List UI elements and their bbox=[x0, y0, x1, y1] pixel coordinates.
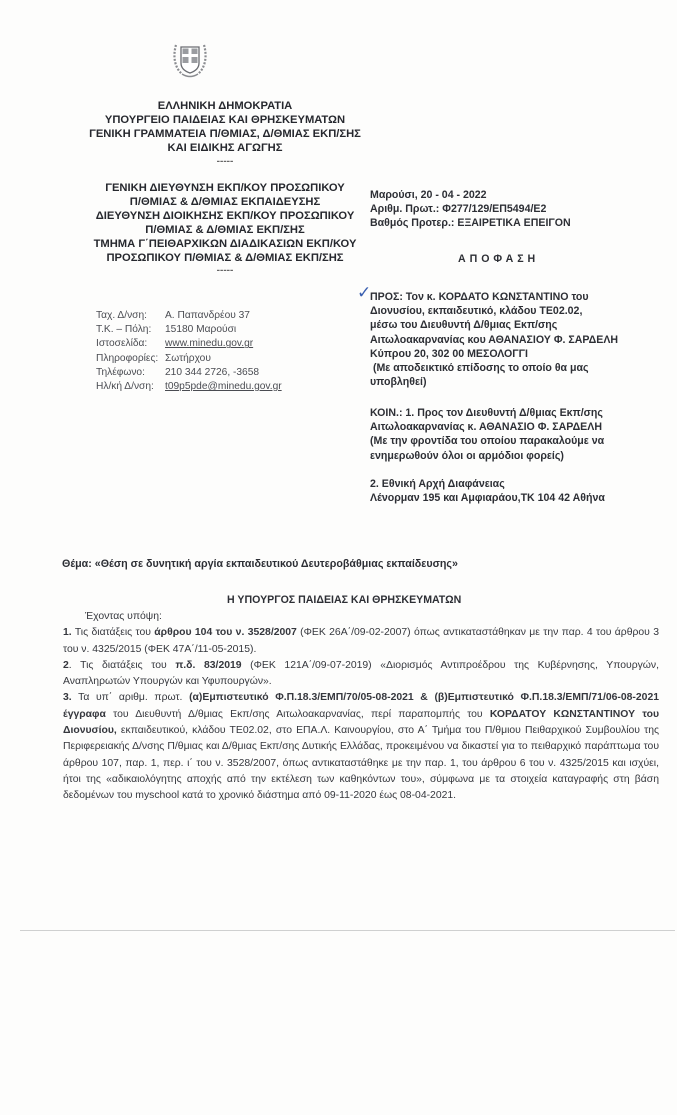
recipient-line: υποβληθεί) bbox=[370, 376, 427, 389]
subject-line: Θέμα: «Θέση σε δυνητική αργία εκπαιδευτικού Δευτεροβάθμιας εκπαίδευσης» bbox=[62, 558, 458, 570]
recipient-line: μέσω του Διευθυντή Δ/θμιας Εκπ/σης bbox=[370, 319, 558, 332]
department-line: ΠΡΟΣΩΠΙΚΟΥ Π/ΘΜΙΑΣ & Δ/ΘΜΙΑΣ ΕΚΠ/ΣΗΣ bbox=[106, 252, 344, 264]
priority-line: Βαθμός Προτερ.: ΕΞΑΙΡΕΤΙΚΑ ΕΠΕΙΓΟΝ bbox=[370, 217, 571, 230]
department-line: Π/ΘΜΙΑΣ & Δ/ΘΜΙΑΣ ΕΚΠ/ΣΗΣ bbox=[145, 224, 305, 236]
contact-label: Ηλ/κή Δ/νση: bbox=[96, 381, 154, 393]
contact-row bbox=[96, 380, 326, 394]
cc-line: Αιτωλοακαρνανίας κ. ΑΘΑΝΑΣΙΟ Φ. ΣΑΡΔΕΛΗ bbox=[370, 421, 602, 434]
contact-row bbox=[96, 323, 326, 337]
issuing-authority-header bbox=[90, 99, 360, 168]
email-link[interactable]: t09p5pde@minedu.gov.gr bbox=[165, 381, 282, 393]
document-meta bbox=[370, 188, 660, 231]
issuer-title: Η ΥΠΟΥΡΓΟΣ ΠΑΙΔΕΙΑΣ ΚΑΙ ΘΡΗΣΚΕΥΜΑΤΩΝ bbox=[227, 594, 462, 606]
contact-label: Τ.Κ. – Πόλη: bbox=[96, 324, 152, 336]
document-type-title: Α Π Ο Φ Α Σ Η bbox=[458, 253, 536, 265]
protocol-number: Αριθμ. Πρωτ.: Φ277/129/ΕΠ5494/Ε2 bbox=[370, 203, 547, 216]
cc-line: Λένορμαν 195 και Αμφιαράου,ΤΚ 104 42 Αθήνα bbox=[370, 492, 605, 505]
contact-value: Α. Παπανδρέου 37 bbox=[165, 310, 250, 321]
header-line: ΥΠΟΥΡΓΕΙΟ ΠΑΙΔΕΙΑΣ ΚΑΙ ΘΡΗΣΚΕΥΜΑΤΩΝ bbox=[104, 114, 346, 126]
contact-row bbox=[96, 309, 326, 323]
contact-value: 15180 Μαρούσι bbox=[165, 324, 237, 336]
cc-line: ενημερωθούν όλοι οι αρμόδιοι φορείς) bbox=[370, 449, 564, 462]
coat-of-arms-icon bbox=[170, 37, 210, 81]
contact-label: Πληροφορίες: bbox=[96, 352, 159, 364]
contact-row bbox=[96, 337, 326, 351]
contact-row bbox=[96, 352, 326, 366]
header-line: ΚΑΙ ΕΙΔΙΚΗΣ ΑΓΩΓΗΣ bbox=[167, 142, 283, 154]
consideration-item-2: 2. Τις διατάξεις του π.δ. 83/2019 (ΦΕΚ 121Α΄/09-07-2019) «Διορισμός Αντιπροέδρου της Κυβέρνησης, Υπουργών, Αναπληρωτών Υπουργών και Υφυπουργών». bbox=[63, 659, 660, 688]
recipient-line: Κύπρου 20, 302 00 ΜΕΣΟΛΟΓΓΙ bbox=[370, 347, 528, 360]
header-line: ΓΕΝΙΚΗ ΓΡΑΜΜΑΤΕΙΑ Π/ΘΜΙΑΣ, Δ/ΘΜΙΑΣ ΕΚΠ/ΣΗΣ bbox=[89, 128, 361, 140]
cc-line: ΚΟΙΝ.: 1. Προς τον Διευθυντή Δ/θμιας Εκπ/σης bbox=[370, 407, 603, 419]
contact-label: Ιστοσελίδα: bbox=[96, 338, 148, 350]
recipient-line: (Με αποδεικτικό επίδοσης το οποίο θα μας bbox=[370, 362, 589, 375]
contact-label: Ταχ. Δ/νση: bbox=[96, 310, 147, 321]
considering-label: Έχοντας υπόψη: bbox=[85, 611, 162, 622]
department-header bbox=[80, 181, 370, 277]
contact-label: Τηλέφωνο: bbox=[96, 366, 145, 378]
date-line: Μαρούσι, 20 - 04 - 2022 bbox=[370, 189, 487, 201]
recipient-line: Αιτωλοακαρνανίας κου ΑΘΑΝΑΣΙΟΥ Φ. ΣΑΡΔΕΛΗ bbox=[370, 333, 619, 346]
contact-info bbox=[96, 309, 326, 394]
department-line: ΤΜΗΜΑ Γ΄ΠΕΙΘΑΡΧΙΚΩΝ ΔΙΑΔΙΚΑΣΙΩΝ ΕΚΠ/ΚΟΥ bbox=[93, 238, 357, 250]
department-line: ΓΕΝΙΚΗ ΔΙΕΥΘΥΝΣΗ ΕΚΠ/ΚΟΥ ΠΡΟΣΩΠΙΚΟΥ bbox=[105, 182, 345, 194]
contact-value: 210 344 2726, -3658 bbox=[165, 366, 260, 378]
recipient-line: Διονυσίου, εκπαιδευτικό, κλάδου ΤΕ02.02, bbox=[370, 305, 583, 318]
separator: ----- bbox=[216, 156, 234, 167]
website-link[interactable]: www.minedu.gov.gr bbox=[165, 338, 254, 350]
cc-line: (Με την φροντίδα του οποίου παρακαλούμε να bbox=[370, 435, 605, 448]
department-line: Π/ΘΜΙΑΣ & Δ/ΘΜΙΑΣ ΕΚΠΑΙΔΕΥΣΗΣ bbox=[129, 196, 321, 208]
recipient-block bbox=[357, 283, 660, 389]
page-fold-line bbox=[20, 930, 675, 931]
consideration-item-1: 1. Τις διατάξεις του άρθρου 104 του ν. 3528/2007 (ΦΕΚ 26Α΄/09-02-2007) όπως αντικαταστάθηκαν με την παρ. 4 του άρθρου 3 του ν. 4325/2015 (ΦΕΚ 47Α΄/11-05-2015). bbox=[63, 627, 659, 655]
cc-line: 2. Εθνική Αρχή Διαφάνειας bbox=[370, 477, 505, 490]
separator: ----- bbox=[216, 265, 234, 276]
header-line: ΕΛΛΗΝΙΚΗ ΔΗΜΟΚΡΑΤΙΑ bbox=[157, 100, 293, 112]
department-line: ΔΙΕΥΘΥΝΣΗ ΔΙΟΙΚΗΣΗΣ ΕΚΠ/ΚΟΥ ΠΡΟΣΩΠΙΚΟΥ bbox=[95, 210, 355, 222]
cc-block bbox=[370, 406, 660, 505]
check-mark-icon: ✓ bbox=[357, 283, 372, 302]
considerations-body bbox=[63, 609, 659, 805]
contact-row bbox=[96, 366, 326, 380]
consideration-item-3: 3. Τα υπ΄ αριθμ. πρωτ. (α)Εμπιστευτικό Φ.Π.18.3/ΕΜΠ/70/05-08-2021 & (β)Εμπιστευτικό Φ.Π.18.3/ΕΜΠ/71/06-08-2021 έγγραφα του Διευθυντή Δ/θμιας Εκπ/σης Αιτωλοακαρνανίας, περί παραπομπής του ΚΟΡΔΑΤΟΥ ΚΩΝΣΤΑΝΤΙΝΟΥ του Διονυσίου, εκπαιδευτικού, κλάδου ΤΕ02.02, στο ΕΠΑ.Λ. Καινουργίου, στο Α΄ Τμήμα του Π/θμιου Πειθαρχικού Συμβουλίου της Περιφερειακής Δ/νσης Π/θμιας και Δ/θμιας Εκπ/σης Δυτικής Ελλάδας, προκειμένου να δικαστεί για το πειθαρχικό παράπτωμα του άρθρου 107, παρ. 1, περ. ι΄ του ν. 3528/2007, όπως αντικαταστάθηκε με την παρ. 1, του άρθρου 6 του ν. 4325/2015 και ισχύει, ήτοι της «αδικαιολόγητης αποχής από την εκτέλεση των καθηκόντων του», σύμφωνα με τα στοιχεία καταγραφής στη βάση δεδομένων του myschool κατά το χρονικό διάστημα από 09-11-2020 έως 08-04-2021. bbox=[63, 692, 659, 802]
recipient-line: ΠΡΟΣ: Τον κ. ΚΟΡΔΑΤΟ ΚΩΝΣΤΑΝΤΙΝΟ του bbox=[370, 291, 589, 303]
contact-value: Σωτήρχου bbox=[165, 352, 211, 364]
